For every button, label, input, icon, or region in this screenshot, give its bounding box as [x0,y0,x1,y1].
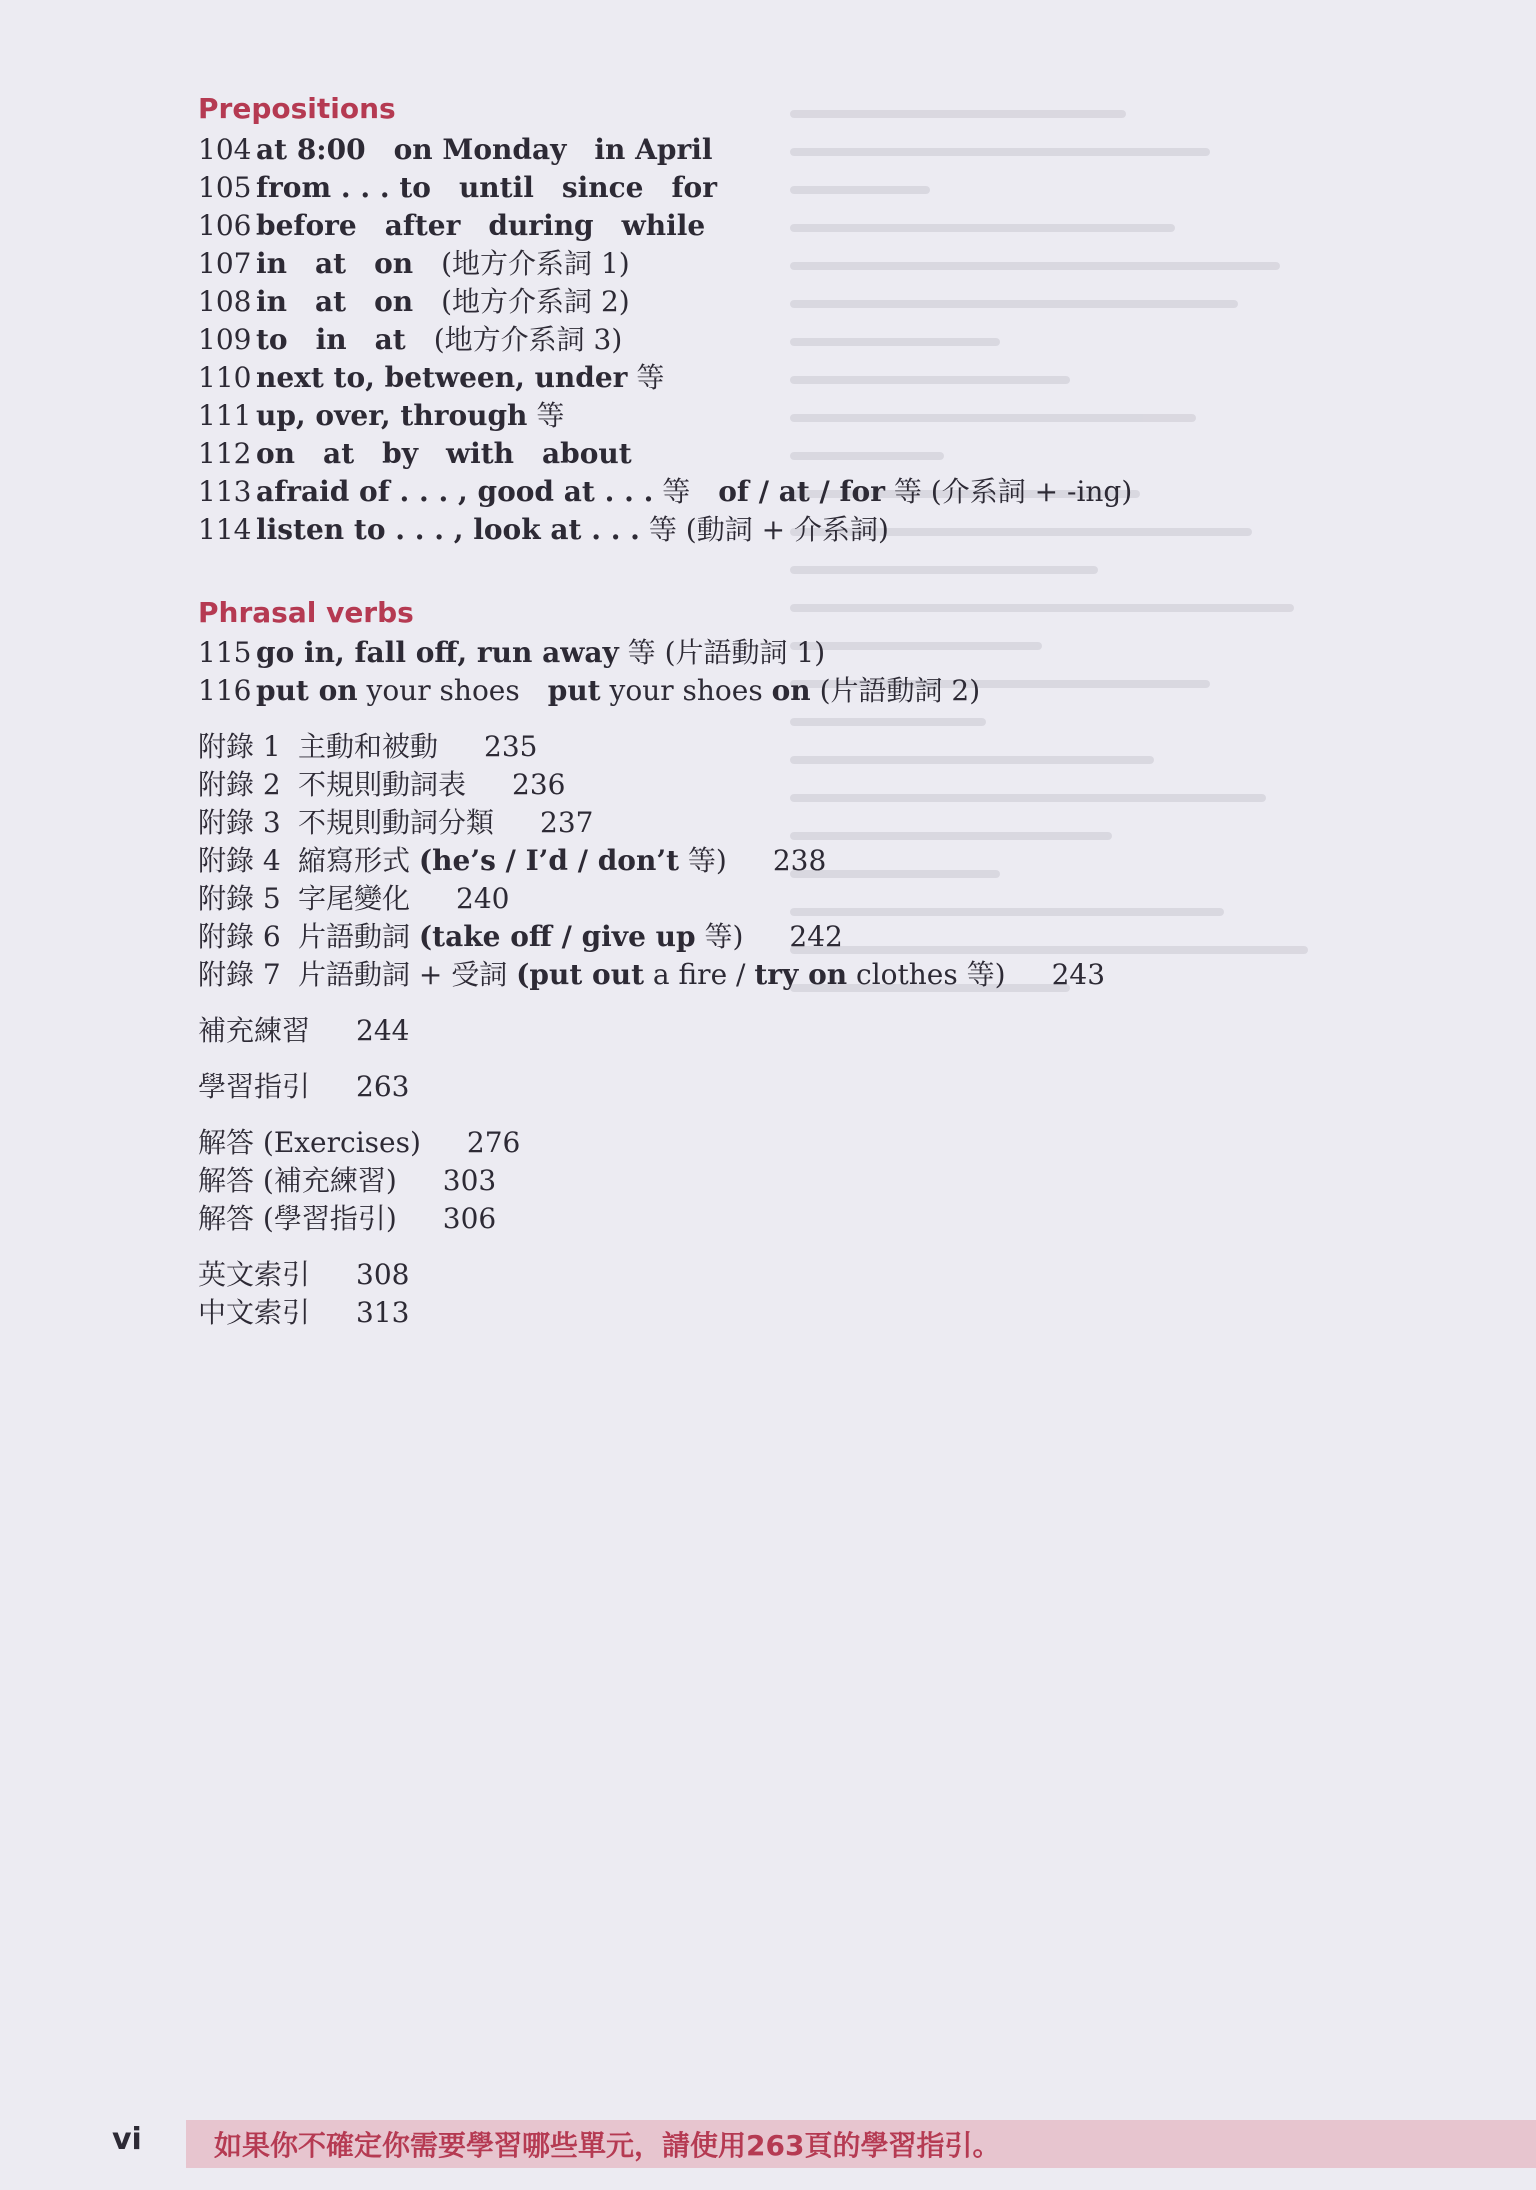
answers-entry-guide[interactable] [198,1200,496,1238]
unit-number: 104 [198,133,252,166]
entry-text: about [542,437,632,470]
appendix-example: (he’s / I’d / don’t [418,844,680,877]
entry-text: on Monday [393,133,567,166]
entry-text: in [256,285,287,318]
page-number: 244 [356,1014,410,1047]
entry-text: before [256,209,357,242]
appendix-label: 附錄 5 [198,882,281,915]
guide-entry[interactable] [198,1068,409,1106]
toc-entry-108[interactable] [198,283,630,321]
entry-text: during [488,209,594,242]
entry-title: 中文索引 [198,1296,311,1329]
entry-text: your shoes [357,674,520,707]
section-heading-phrasal-verbs: Phrasal verbs [198,596,414,629]
unit-number: 112 [198,437,252,470]
entry-title: 解答 (補充練習) [198,1164,397,1197]
entry-note: 等 [536,399,565,432]
entry-text: in April [594,133,713,166]
unit-number: 111 [198,399,252,432]
appendix-entry-2[interactable] [198,766,565,804]
entry-text: in [256,247,287,280]
page-number: 240 [456,882,510,915]
page-number: 263 [356,1070,410,1103]
appendix-entry-6[interactable] [198,918,843,956]
answers-entry-supplement[interactable] [198,1162,496,1200]
entry-text: of / at / for [718,475,885,508]
appendix-example: try on [754,958,848,991]
unit-number: 110 [198,361,252,394]
toc-entry-111[interactable] [198,397,564,435]
entry-text: at [374,323,406,356]
toc-entry-104[interactable] [198,131,713,169]
toc-entry-114[interactable] [198,511,889,549]
toc-entry-106[interactable] [198,207,705,245]
entry-text: go in, fall off, run away [256,636,619,669]
entry-title: 解答 (學習指引) [198,1202,397,1235]
appendix-title: 片語動詞 [298,920,411,953]
entry-text: next to, between, under [256,361,628,394]
page-number: 237 [540,806,594,839]
unit-number: 109 [198,323,252,356]
entry-note: 等) [687,844,727,877]
page-number: 236 [512,768,566,801]
entry-text: at 8:00 [256,133,366,166]
unit-number: 107 [198,247,252,280]
appendix-title: 不規則動詞分類 [298,806,495,839]
toc-entry-107[interactable] [198,245,630,283]
entry-text: to [256,323,288,356]
index-entry-english[interactable] [198,1256,409,1294]
appendix-example: (take off / give up [418,920,696,953]
toc-entry-116[interactable] [198,672,980,710]
page-number: 308 [356,1258,410,1291]
unit-number: 106 [198,209,252,242]
appendix-example: (put out [516,958,645,991]
appendix-title: 不規則動詞表 [298,768,467,801]
entry-text: after [384,209,461,242]
appendix-label: 附錄 4 [198,844,281,877]
entry-text: at [315,247,347,280]
entry-text: up, over, through [256,399,528,432]
appendix-label: 附錄 1 [198,730,281,763]
entry-note: 等 [662,475,691,508]
answers-entry-exercises[interactable] [198,1124,520,1162]
toc-entry-109[interactable] [198,321,622,359]
entry-text: by [382,437,418,470]
entry-note: (動詞 + 介系詞) [685,513,889,546]
page-number: 235 [484,730,538,763]
toc-entry-105[interactable] [198,169,717,207]
toc-entry-112[interactable] [198,435,632,473]
entry-text: until [458,171,534,204]
entry-title: 補充練習 [198,1014,311,1047]
entry-text: your shoes [600,674,772,707]
appendix-label: 附錄 7 [198,958,281,991]
entry-text: for [671,171,717,204]
entry-text: at [315,285,347,318]
appendix-entry-7[interactable] [198,956,1105,994]
entry-text: afraid of . . . , good at . . . [256,475,654,508]
appendix-label: 附錄 2 [198,768,281,801]
footer-tip-text: 如果你不確定你需要學習哪些單元，請使用263頁的學習指引。 [214,2129,1001,2162]
appendix-example: clothes [847,958,958,991]
entry-text: on [256,437,296,470]
entry-note: (地方介系詞 3) [433,323,623,356]
entry-note: 等) [966,958,1006,991]
page-number-footer: vi [112,2122,142,2157]
page-number: 238 [772,844,827,877]
entry-title: 解答 (Exercises) [198,1126,421,1159]
entry-note: 等) [704,920,744,953]
index-entry-chinese[interactable] [198,1294,409,1332]
toc-entry-113[interactable] [198,473,1132,511]
section-heading-prepositions: Prepositions [198,92,396,125]
appendix-entry-3[interactable] [198,804,593,842]
entry-text: with [445,437,515,470]
toc-entry-110[interactable] [198,359,664,397]
entry-note: (片語動詞 1) [664,636,826,669]
bleed-through-texture [790,110,1490,2060]
page-number: 313 [356,1296,410,1329]
entry-text: since [561,171,644,204]
appendix-title: 片語動詞 + 受詞 [298,958,508,991]
appendix-label: 附錄 6 [198,920,281,953]
page-number: 276 [466,1126,521,1159]
entry-text: listen to . . . , look at . . . [256,513,640,546]
appendix-entry-4[interactable] [198,842,826,880]
entry-text: on [771,674,811,707]
entry-note: 等 [636,361,665,394]
entry-note: (片語動詞 2) [819,674,981,707]
entry-note: (介系詞 + -ing) [930,475,1133,508]
appendix-title: 縮寫形式 [298,844,411,877]
appendix-example: a fire / [644,958,755,991]
page-number: 306 [442,1202,497,1235]
toc-entry-115[interactable] [198,634,825,672]
entry-text: at [323,437,355,470]
unit-number: 108 [198,285,252,318]
entry-note: 等 [893,475,922,508]
unit-number: 114 [198,513,252,546]
unit-number: 105 [198,171,252,204]
appendix-entry-5[interactable] [198,880,509,918]
supplement-entry[interactable] [198,1012,409,1050]
entry-text: on [374,285,414,318]
entry-text: on [374,247,414,280]
appendix-label: 附錄 3 [198,806,281,839]
entry-text: put on [256,674,358,707]
unit-number: 113 [198,475,252,508]
entry-title: 英文索引 [198,1258,311,1291]
entry-text: in [315,323,347,356]
page-number: 242 [789,920,843,953]
appendix-entry-1[interactable] [198,728,537,766]
page-number: 243 [1051,958,1106,991]
entry-text: put [547,674,601,707]
entry-title: 學習指引 [198,1070,311,1103]
appendix-title: 主動和被動 [298,730,439,763]
entry-note: 等 [627,636,656,669]
page-number: 303 [442,1164,497,1197]
entry-note: (地方介系詞 2) [441,285,630,318]
entry-text: from . . . to [256,171,431,204]
unit-number: 116 [198,674,252,707]
entry-text: while [621,209,706,242]
entry-note: 等 [648,513,677,546]
entry-note: (地方介系詞 1) [441,247,630,280]
appendix-title: 字尾變化 [298,882,411,915]
unit-number: 115 [198,636,252,669]
